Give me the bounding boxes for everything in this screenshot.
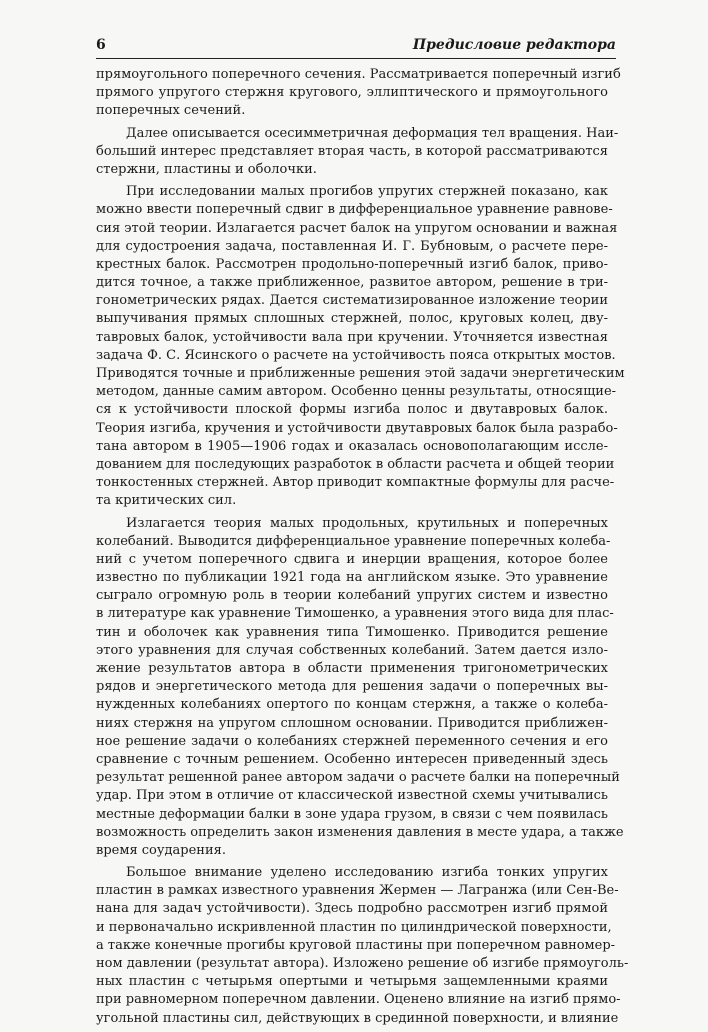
text-line: ных пластин с четырьмя опертыми и четырьмя защемленными краями — [96, 974, 608, 990]
running-title: Предисловие редактора — [412, 37, 616, 53]
text-line: та критических сил. — [96, 493, 237, 509]
paragraph — [96, 183, 625, 510]
text-line: рядов и энергетического метода для решения задачи о поперечных вы- — [96, 679, 608, 695]
text-line: сия этой теории. Излагается расчет балок на упругом основании и важная — [96, 220, 618, 236]
text-line: прямого упругого стержня кругового, эллиптического и прямоугольного — [96, 85, 608, 101]
paragraph — [96, 864, 629, 1028]
body-text — [96, 66, 629, 1032]
text-line: пластин в рамках известного уравнения Жермен — Лагранжа (или Сен-Ве- — [96, 883, 619, 899]
text-line: а также конечные прогибы круговой пластины при поперечном равномер- — [96, 937, 616, 953]
text-line: методом, данные самим автором. Особенно ценны результаты, относящие- — [96, 384, 617, 400]
text-line: ниях стержня на упругом сплошном основании. Приводится приближен- — [96, 715, 608, 731]
page-header — [96, 34, 616, 59]
text-line: можно ввести поперечный сдвиг в дифференциальное уравнение равнове- — [96, 202, 613, 218]
text-line: ся к устойчивости плоской формы изгиба полос и двутавровых балок. — [96, 402, 608, 418]
text-line: прямоугольного поперечного сечения. Рассматривается поперечный изгиб — [96, 67, 621, 82]
text-line: сыграло огромную роль в теории колебаний упругих систем и известно — [96, 588, 608, 604]
text-line: ное решение задачи о колебаниях стержней переменного сечения и его — [96, 733, 608, 749]
text-line: гонометрических рядах. Дается систематизированное изложение теории — [96, 293, 608, 309]
text-line: сравнение с точным решением. Особенно интересен приведенный здесь — [96, 751, 608, 767]
text-line: тин и оболочек как уравнения типа Тимошенко. Приводится решение — [96, 624, 608, 640]
text-line: время соударения. — [96, 842, 226, 858]
text-line: Большое внимание уделено исследованию изгиба тонких упругих — [126, 865, 608, 881]
page-number: 6 — [96, 37, 106, 53]
text-line: нужденных колебаниях опертого по концам стержня, а также о колеба- — [96, 697, 608, 713]
text-line: результат решенной ранее автором задачи о расчете балки на поперечный — [96, 770, 620, 786]
text-line: ном давлении (результат автора). Изложено решение об изгибе прямоуголь- — [96, 956, 629, 971]
text-line: Далее описывается осесимметричная деформация тел вращения. Наи- — [126, 125, 619, 141]
text-line: известно по публикации 1921 года на английском языке. Это уравнение — [96, 570, 608, 586]
text-line: крестных балок. Рассмотрен продольно-поперечный изгиб балок, приво- — [96, 256, 608, 272]
text-line: При исследовании малых прогибов упругих стержней показано, как — [126, 184, 608, 200]
text-line: ний с учетом поперечного сдвига и инерции вращения, которое более — [96, 551, 608, 567]
text-line: при равномерном поперечном давлении. Оценено влияние на изгиб прямо- — [96, 992, 621, 1008]
text-line: дованием для последующих разработок в области расчета и общей теории — [96, 456, 615, 472]
text-line: тана автором в 1905—1906 годах и оказалась основополагающим иссле- — [96, 438, 608, 454]
text-line: для судостроения задача, поставленная И. Г. Бубновым, о расчете пере- — [96, 238, 608, 254]
text-line: местные деформации балки в зоне удара грузом, в связи с чем появилась — [96, 806, 608, 822]
text-line: удар. При этом в отличие от классической известной схемы учитывались — [96, 788, 608, 804]
text-line: стержни, пластины и оболочки. — [96, 161, 317, 177]
text-line: задача Ф. С. Ясинского о расчете на устойчивость пояса открытых мостов. — [96, 347, 616, 363]
text-line: жение результатов автора в области применения тригонометрических — [96, 661, 608, 676]
paragraph — [96, 66, 621, 121]
text-line: тонкостенных стержней. Автор приводит компактные формулы для расче- — [96, 475, 615, 491]
text-line: поперечных сечений. — [96, 103, 246, 119]
text-line: и первоначально искривленной пластин по цилиндрической поверхности, — [96, 919, 612, 935]
text-line: нана для задач устойчивости). Здесь подробно рассмотрен изгиб прямой — [96, 901, 608, 917]
text-line: возможность определить закон изменения давления в месте удара, а также — [96, 824, 624, 840]
text-line: дится точное, а также приближенное, развитое автором, решение в три- — [96, 275, 608, 291]
text-line: в литературе как уравнение Тимошенко, а уравнения этого вида для плас- — [96, 606, 614, 622]
text-line: больший интерес представляет вторая часть, в которой рассматриваются — [96, 143, 608, 159]
paragraph — [96, 125, 619, 180]
text-line: выпучивания прямых сплошных стержней, полос, круговых колец, дву- — [96, 311, 608, 327]
text-line: Теория изгиба, кручения и устойчивости двутавровых балок была разрабо- — [96, 420, 618, 436]
text-line: Приводятся точные и приближенные решения этой задачи энергетическим — [96, 366, 625, 381]
paragraph — [96, 515, 624, 861]
text-line: тавровых балок, устойчивости вала при кручении. Уточняется известная — [96, 329, 608, 345]
text-line: колебаний. Выводится дифференциальное уравнение поперечных колеба- — [96, 533, 611, 549]
text-line: угольной пластины сил, действующих в срединной поверхности, и влияние — [96, 1010, 619, 1026]
text-line: Излагается теория малых продольных, крутильных и поперечных — [126, 515, 608, 531]
text-line: этого уравнения для случая собственных колебаний. Затем дается изло- — [96, 642, 608, 658]
